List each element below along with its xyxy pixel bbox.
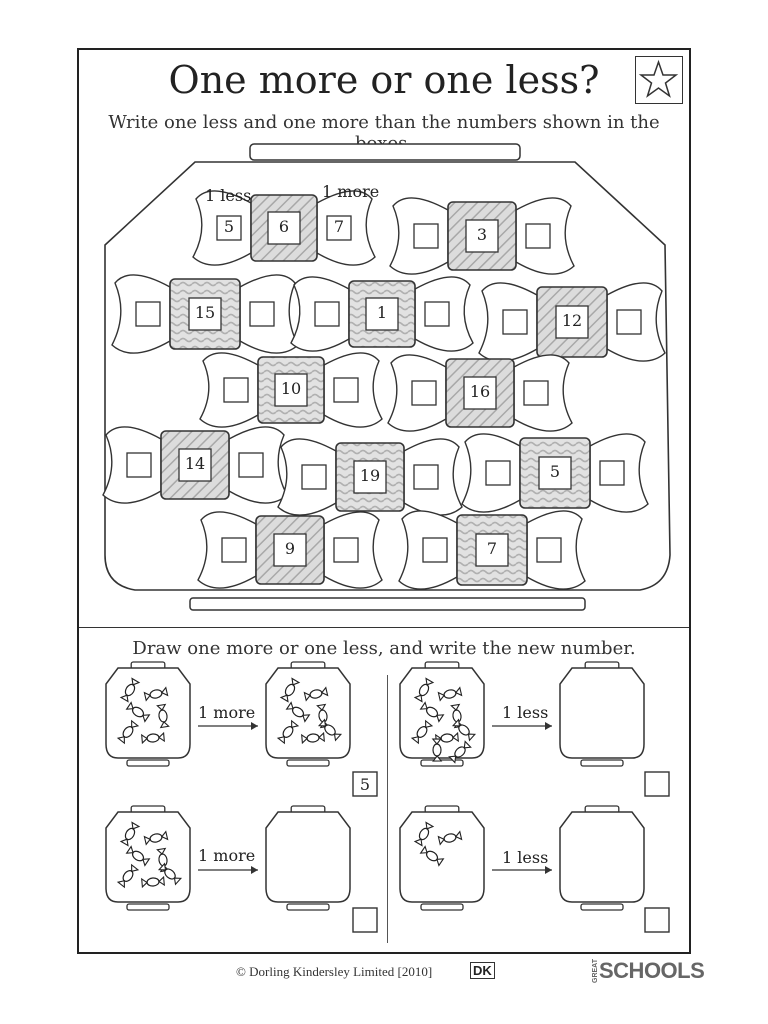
candy-number: 19 [359, 466, 381, 485]
logo-small-text: GREAT [592, 959, 599, 983]
more-answer-box[interactable] [617, 310, 641, 334]
jar-answer-box[interactable] [645, 908, 669, 932]
less-answer-box[interactable] [423, 538, 447, 562]
instruction-bottom: Draw one more or one less, and write the new number. [132, 638, 636, 659]
more-answer-box[interactable] [334, 378, 358, 402]
candy-jar-icon [266, 662, 350, 766]
candy-jar-icon [560, 806, 644, 910]
candy-number: 14 [184, 454, 206, 473]
big-jar-icon [105, 144, 670, 610]
more-answer-box[interactable] [524, 381, 548, 405]
more-answer-box[interactable] [414, 465, 438, 489]
candy-jar-icon [106, 662, 190, 766]
page-title: One more or one less? [168, 58, 600, 102]
greatschools-logo [592, 958, 704, 984]
more-answer-box[interactable] [334, 538, 358, 562]
candy-jar-icon [560, 662, 644, 766]
jar-operation-label: 1 less [502, 848, 549, 867]
less-answer-box[interactable] [224, 378, 248, 402]
less-answer-box[interactable] [136, 302, 160, 326]
example-more-value: 7 [333, 217, 345, 236]
publisher-mark: DK [470, 962, 495, 979]
less-answer-box[interactable] [222, 538, 246, 562]
candy-jar-icon [106, 806, 190, 910]
candy-number: 10 [280, 379, 302, 398]
jar-operation-label: 1 more [198, 846, 256, 865]
instruction-top: Write one less and one more than the numbers shown in the [108, 112, 660, 133]
candy-number: 16 [469, 382, 491, 401]
candy-number: 6 [278, 217, 290, 236]
logo-text: SCHOOLS [599, 958, 705, 983]
jar-answer-box[interactable] [353, 908, 377, 932]
more-answer-box[interactable] [250, 302, 274, 326]
less-answer-box[interactable] [127, 453, 151, 477]
less-answer-box[interactable] [414, 224, 438, 248]
candy-jar-icon [266, 806, 350, 910]
candy-jar-icon [400, 662, 484, 766]
arrow-icon [198, 722, 258, 730]
candy-jar-icon [400, 806, 484, 910]
jar-answer-value: 5 [359, 775, 371, 794]
candy-number: 7 [486, 539, 498, 558]
more-answer-box[interactable] [239, 453, 263, 477]
arrow-icon [198, 866, 258, 874]
more-answer-box[interactable] [537, 538, 561, 562]
less-answer-box[interactable] [412, 381, 436, 405]
arrow-icon [492, 722, 552, 730]
less-answer-box[interactable] [315, 302, 339, 326]
jar-operation-label: 1 more [198, 703, 256, 722]
more-answer-box[interactable] [526, 224, 550, 248]
candy-number: 3 [476, 225, 488, 244]
example-less-label: 1 less [205, 186, 252, 205]
copyright: © Dorling Kindersley Limited [2010] [236, 964, 433, 979]
less-answer-box[interactable] [302, 465, 326, 489]
less-answer-box[interactable] [503, 310, 527, 334]
candy-number: 15 [194, 303, 216, 322]
arrow-icon [492, 866, 552, 874]
candy-number: 9 [284, 539, 296, 558]
candy-number: 1 [376, 303, 388, 322]
example-less-value: 5 [223, 217, 235, 236]
example-more-label: 1 more [322, 182, 380, 201]
more-answer-box[interactable] [425, 302, 449, 326]
candy-number: 5 [549, 462, 561, 481]
more-answer-box[interactable] [600, 461, 624, 485]
jar-answer-box[interactable] [645, 772, 669, 796]
candy-number: 12 [561, 311, 583, 330]
less-answer-box[interactable] [486, 461, 510, 485]
jar-operation-label: 1 less [502, 703, 549, 722]
